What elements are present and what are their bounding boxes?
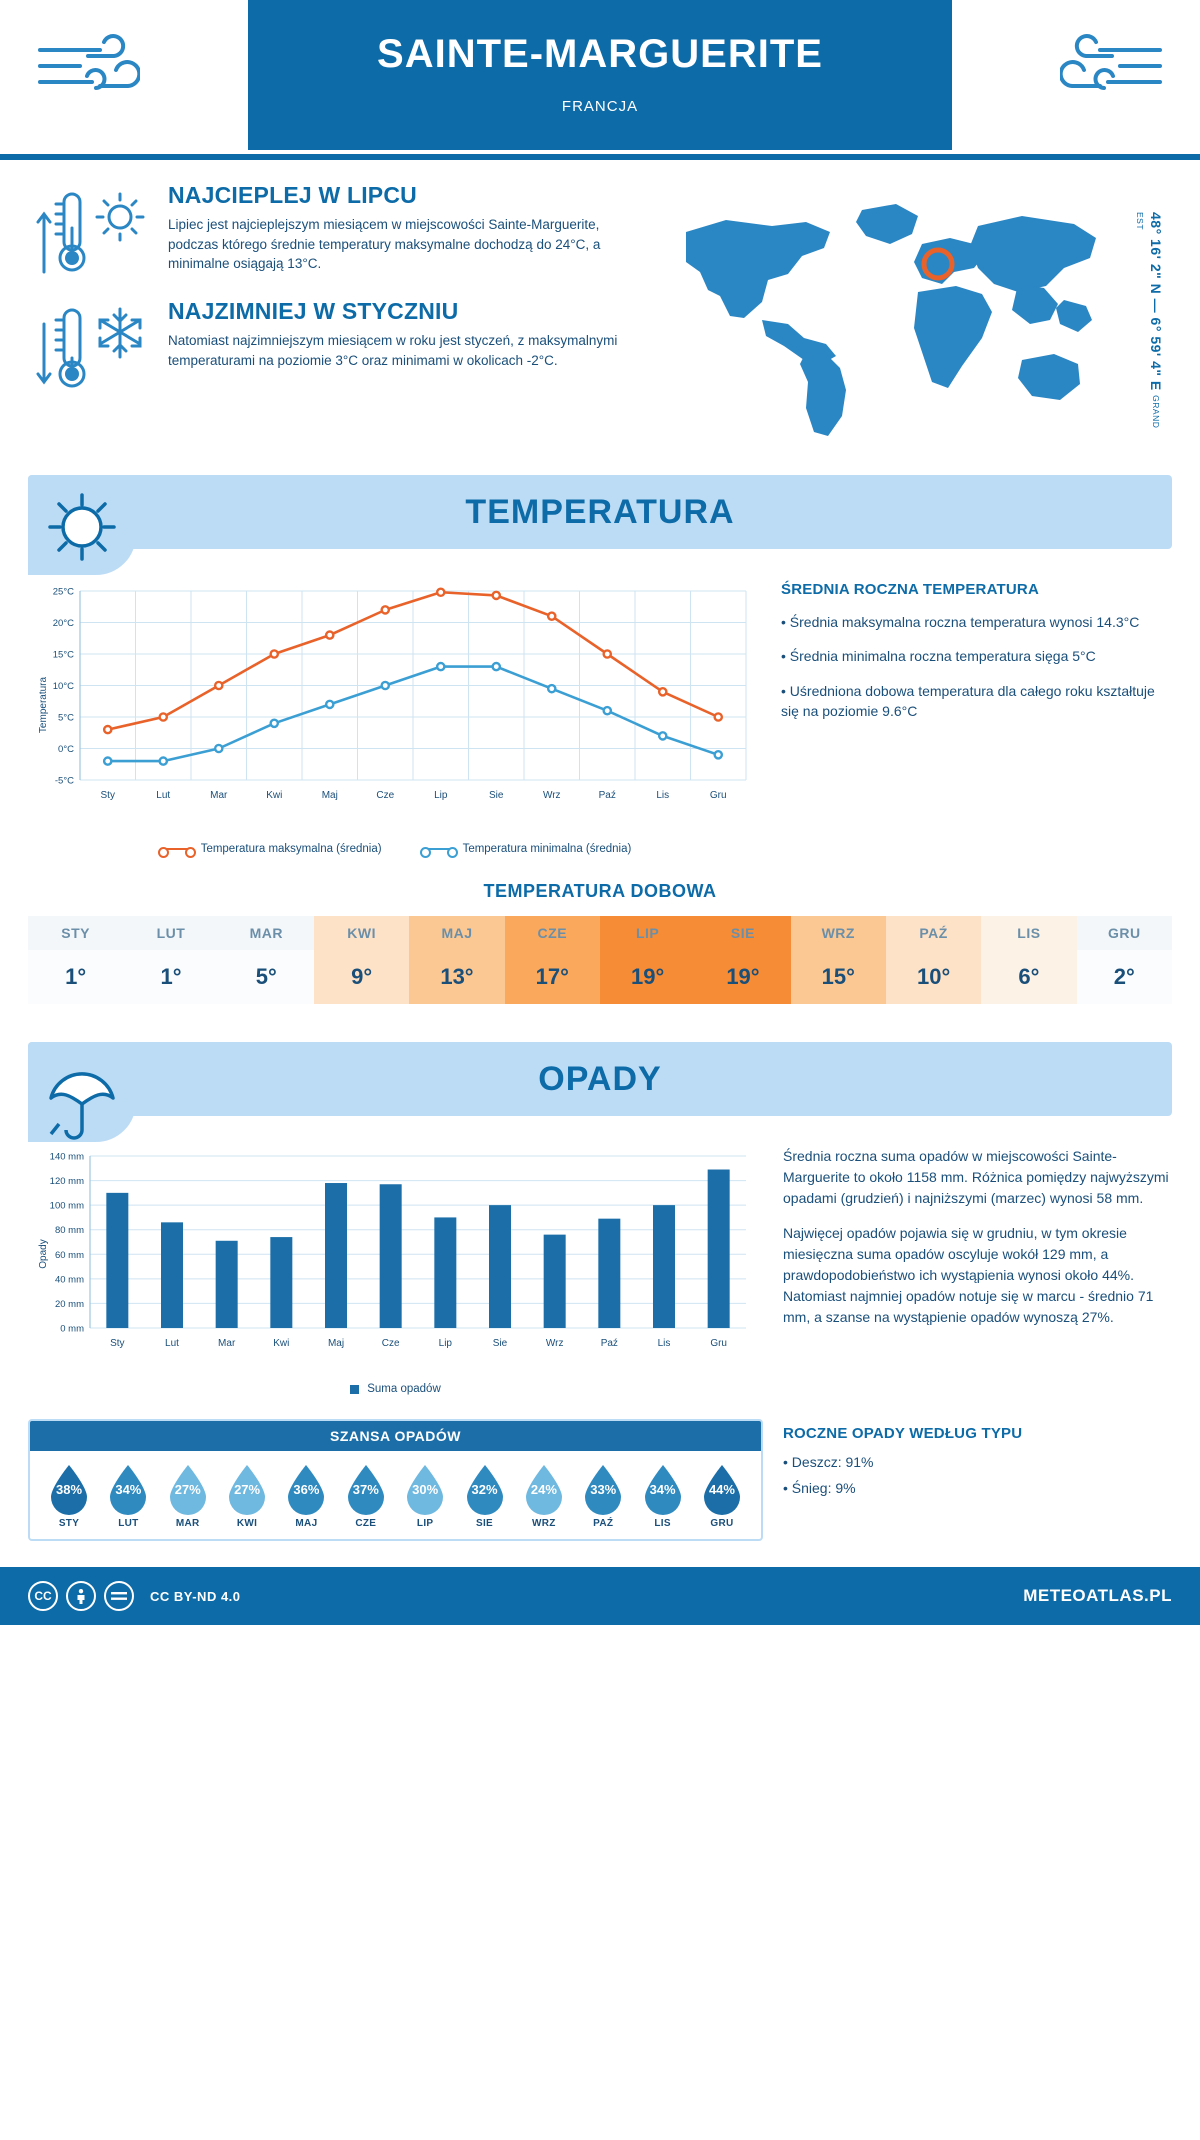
svg-text:Paź: Paź (598, 790, 616, 801)
daily-temp-cell: 6° (981, 950, 1076, 1004)
svg-text:Lut: Lut (156, 790, 171, 801)
svg-text:40 mm: 40 mm (54, 1274, 84, 1286)
water-drop-icon (284, 1463, 328, 1515)
legend-label: Suma opadów (367, 1383, 441, 1395)
header-band (248, 0, 952, 150)
daily-month-header: WRZ (791, 916, 886, 950)
chance-value: 34% (649, 1482, 676, 1497)
precip-type-rain: • Deszcz: 91% (783, 1454, 874, 1470)
chance-month-label: LIP (416, 1518, 434, 1529)
avg-max-bullet: • Średnia maksymalna roczna temperatura wynosi 14.3°C (781, 614, 1140, 630)
sun-banner-icon (28, 475, 136, 575)
water-drop-icon (225, 1463, 269, 1515)
svg-text:60 mm: 60 mm (54, 1249, 84, 1261)
chance-drop-item (159, 1463, 217, 1529)
daily-month-header: MAR (219, 916, 314, 950)
daily-temp-cell: 10° (886, 950, 981, 1004)
svg-text:Paź: Paź (600, 1338, 618, 1349)
daily-temp-cell: 15° (791, 950, 886, 1004)
daily-temp-cell: 1° (28, 950, 123, 1004)
svg-text:Mar: Mar (210, 790, 228, 801)
svg-text:Lip: Lip (438, 1338, 453, 1349)
precip-types (783, 1419, 1172, 1541)
svg-text:15°C: 15°C (52, 649, 74, 661)
site-name[interactable]: METEOATLAS.PL (1023, 1586, 1172, 1605)
warmest-title: NAJCIEPLEJ W LIPCU (168, 182, 417, 208)
coordinates: 48° 16' 2" N — 6° 59' 4" E GRAND EST (1135, 212, 1164, 429)
svg-text:Lis: Lis (657, 1338, 671, 1349)
table-row (28, 950, 1172, 1004)
svg-text:Sie: Sie (492, 1338, 508, 1349)
temperature-banner-title: TEMPERATURA (465, 493, 735, 531)
water-drop-icon (166, 1463, 210, 1515)
daily-temperature-table (28, 916, 1172, 1004)
chance-value: 38% (55, 1482, 83, 1497)
chance-value: 30% (412, 1482, 439, 1497)
precip-paragraph-2: Najwięcej opadów pojawia się w grudniu, w tym okresie miesięczna suma opadów oscyluje wokół 129 mm, a prawdopodobieństwo ich wystąpienia wynosi około 44%. Natomiast najmniej opadów notuje się w marcu - średnio 71 mm, a szanse na wystąpienie opadów wynoszą 27%. (783, 1225, 1154, 1325)
chance-section (28, 1419, 1172, 1541)
wind-lines-icon (30, 28, 140, 113)
legend-min: Temperatura minimalna (średnia) (422, 843, 632, 855)
precip-types-title: ROCZNE OPADY WEDŁUG TYPU (783, 1425, 1023, 1442)
daily-month-header: KWI (314, 916, 409, 950)
chance-value: 27% (174, 1482, 201, 1497)
daily-temp-cell: 1° (123, 950, 218, 1004)
license-area (28, 1581, 241, 1611)
by-icon (66, 1581, 96, 1611)
svg-text:Maj: Maj (321, 790, 338, 801)
cold-icons (36, 298, 156, 396)
svg-text:5°C: 5°C (58, 712, 74, 724)
temperature-summary (781, 575, 1172, 855)
precip-paragraph-1: Średnia roczna suma opadów w miejscowości Sainte-Marguerite to około 1158 mm. Różnica pomiędzy najwyższymi opadami (grudzień) i najniższymi (marzec) wynosi 58 mm. (783, 1148, 1169, 1206)
sun-icon (92, 188, 148, 246)
svg-text:Cze: Cze (376, 790, 395, 801)
chance-drop-item (277, 1463, 335, 1529)
svg-text:Sty: Sty (100, 790, 115, 801)
svg-text:Gru: Gru (710, 1338, 728, 1349)
chance-drop-item (574, 1463, 632, 1529)
precipitation-summary (783, 1142, 1172, 1395)
daily-month-header: LIS (981, 916, 1076, 950)
daily-temp-cell: 5° (219, 950, 314, 1004)
daily-temp-cell: 2° (1077, 950, 1172, 1004)
coldest-fact (36, 298, 646, 396)
svg-text:20°C: 20°C (52, 618, 74, 629)
svg-text:Cze: Cze (381, 1338, 400, 1349)
coldest-text: Natomiast najzimniejszym miesiącem w roku jest styczeń, z maksymalnymi temperaturami na poziomie 3°C oraz minimami w okolicach -2°C. (168, 333, 618, 368)
precipitation-chart (28, 1142, 763, 1395)
precip-type-snow: • Śnieg: 9% (783, 1480, 856, 1497)
chance-month-label: MAR (175, 1518, 200, 1529)
warm-icons (36, 182, 156, 280)
chance-drop-item (693, 1463, 751, 1529)
snowflake-icon (92, 304, 148, 362)
temperature-chart (28, 575, 763, 855)
daily-temp-cell: 19° (600, 950, 695, 1004)
precipitation-block (0, 1116, 1200, 1395)
page-title: SAINTE-MARGUERITE (377, 32, 823, 76)
daily-month-header: LUT (123, 916, 218, 950)
chance-month-label: STY (58, 1518, 80, 1529)
svg-text:Gru: Gru (709, 790, 727, 801)
nd-icon (104, 1581, 134, 1611)
svg-text:Wrz: Wrz (542, 790, 561, 801)
water-drop-icon (106, 1463, 150, 1515)
thermometer-up-icon (36, 188, 88, 280)
chance-drop-item (99, 1463, 157, 1529)
svg-text:25°C: 25°C (52, 586, 74, 598)
water-drop-icon (522, 1463, 566, 1515)
daily-temp-cell: 17° (505, 950, 600, 1004)
svg-text:Kwi: Kwi (266, 790, 283, 801)
warmest-text: Lipiec jest najcieplejszym miesiącem w miejscowości Sainte-Marguerite, podczas którego średnie temperatury maksymalne dochodzą do 24°C, a minimalne osiągają 13°C. (168, 217, 601, 272)
intro-section (0, 160, 1200, 457)
chance-value: 33% (590, 1482, 617, 1497)
avg-temp-title: ŚREDNIA ROCZNA TEMPERATURA (781, 581, 1039, 598)
svg-text:Lut: Lut (165, 1338, 179, 1349)
warmest-fact (36, 182, 646, 280)
daily-temp-cell: 19° (695, 950, 790, 1004)
svg-text:140 mm: 140 mm (49, 1151, 84, 1163)
temperature-banner (28, 475, 1172, 549)
svg-text:Wrz: Wrz (545, 1338, 564, 1349)
chance-month-label: GRU (710, 1518, 734, 1529)
svg-text:Kwi: Kwi (273, 1338, 290, 1349)
chance-value: 24% (530, 1482, 557, 1497)
location-map-area (656, 182, 1164, 447)
svg-text:Sie: Sie (489, 790, 504, 801)
water-drop-icon (463, 1463, 507, 1515)
svg-text:Lis: Lis (656, 790, 670, 801)
chance-drop-item (337, 1463, 395, 1529)
temperature-block (0, 549, 1200, 855)
chance-drop-item (396, 1463, 454, 1529)
precipitation-legend (28, 1383, 763, 1395)
daily-temperature-title: TEMPERATURA DOBOWA (483, 881, 717, 901)
avg-daily-bullet: • Uśredniona dobowa temperatura dla całego roku kształtuje się na poziomie 9.6°C (781, 682, 1155, 719)
svg-text:120 mm: 120 mm (49, 1176, 84, 1188)
world-map (656, 182, 1164, 447)
chance-drops (30, 1451, 761, 1539)
precipitation-banner-title: OPADY (538, 1060, 662, 1098)
chance-month-label: WRZ (532, 1518, 556, 1529)
daily-month-header: STY (28, 916, 123, 950)
page-header (0, 0, 1200, 160)
svg-text:Lip: Lip (434, 790, 448, 801)
daily-month-header: LIP (600, 916, 695, 950)
chance-drop-item (515, 1463, 573, 1529)
precipitation-banner (28, 1042, 1172, 1116)
svg-text:0°C: 0°C (58, 744, 74, 755)
region-label: GRAND EST (1135, 212, 1161, 429)
chance-title: SZANSA OPADÓW (30, 1421, 761, 1451)
daily-month-header: SIE (695, 916, 790, 950)
avg-min-bullet: • Średnia minimalna roczna temperatura sięga 5°C (781, 648, 1096, 665)
license-label: CC BY-ND 4.0 (150, 1588, 241, 1604)
daily-temp-cell: 13° (409, 950, 504, 1004)
water-drop-icon (403, 1463, 447, 1515)
chance-value: 32% (471, 1482, 498, 1497)
legend-swatch (350, 1385, 359, 1394)
chance-drop-item (456, 1463, 514, 1529)
umbrella-banner-icon (28, 1042, 136, 1142)
water-drop-icon (641, 1463, 685, 1515)
table-header-row (28, 916, 1172, 950)
water-drop-icon (47, 1463, 91, 1515)
coldest-title: NAJZIMNIEJ W STYCZNIU (168, 298, 459, 324)
chance-value: 44% (708, 1482, 735, 1497)
svg-text:80 mm: 80 mm (54, 1225, 84, 1237)
chance-month-label: KWI (236, 1518, 258, 1529)
chance-drop-item (40, 1463, 98, 1529)
chance-month-label: LIS (654, 1518, 671, 1529)
daily-month-header: CZE (505, 916, 600, 950)
intro-facts (36, 182, 646, 447)
page-subtitle: FRANCJA (561, 98, 639, 115)
page-footer (0, 1567, 1200, 1625)
chance-drop-item (218, 1463, 276, 1529)
chance-value: 37% (352, 1482, 379, 1497)
svg-text:Mar: Mar (218, 1338, 236, 1349)
thermometer-down-icon (36, 304, 88, 396)
temperature-legend (28, 843, 763, 855)
svg-text:Sty: Sty (110, 1338, 125, 1349)
chance-month-label: SIE (476, 1518, 494, 1529)
legend-max: Temperatura maksymalna (średnia) (160, 843, 382, 855)
chance-drop-item (634, 1463, 692, 1529)
wind-lines-icon (1060, 28, 1170, 113)
chance-month-label: CZE (355, 1518, 377, 1529)
chance-month-label: LUT (118, 1518, 139, 1529)
svg-text:100 mm: 100 mm (49, 1200, 84, 1212)
chance-value: 34% (115, 1482, 142, 1497)
svg-text:20 mm: 20 mm (54, 1298, 84, 1310)
water-drop-icon (581, 1463, 625, 1515)
water-drop-icon (700, 1463, 744, 1515)
cc-icon: CC (28, 1581, 58, 1611)
svg-text:Temperatura: Temperatura (38, 676, 49, 734)
daily-month-header: GRU (1077, 916, 1172, 950)
chance-value: 27% (234, 1482, 261, 1497)
svg-text:Opady: Opady (38, 1239, 49, 1269)
chance-box (28, 1419, 763, 1541)
daily-month-header: MAJ (409, 916, 504, 950)
svg-text:Maj: Maj (327, 1338, 345, 1349)
svg-text:-5°C: -5°C (54, 775, 74, 787)
svg-text:0 mm: 0 mm (60, 1323, 84, 1335)
chance-month-label: MAJ (295, 1518, 318, 1529)
water-drop-icon (344, 1463, 388, 1515)
daily-temp-cell: 9° (314, 950, 409, 1004)
svg-text:10°C: 10°C (52, 681, 74, 692)
chance-value: 36% (293, 1482, 320, 1497)
daily-month-header: PAŹ (886, 916, 981, 950)
chance-month-label: PAŹ (593, 1518, 614, 1529)
daily-temperature-section (0, 855, 1200, 1004)
